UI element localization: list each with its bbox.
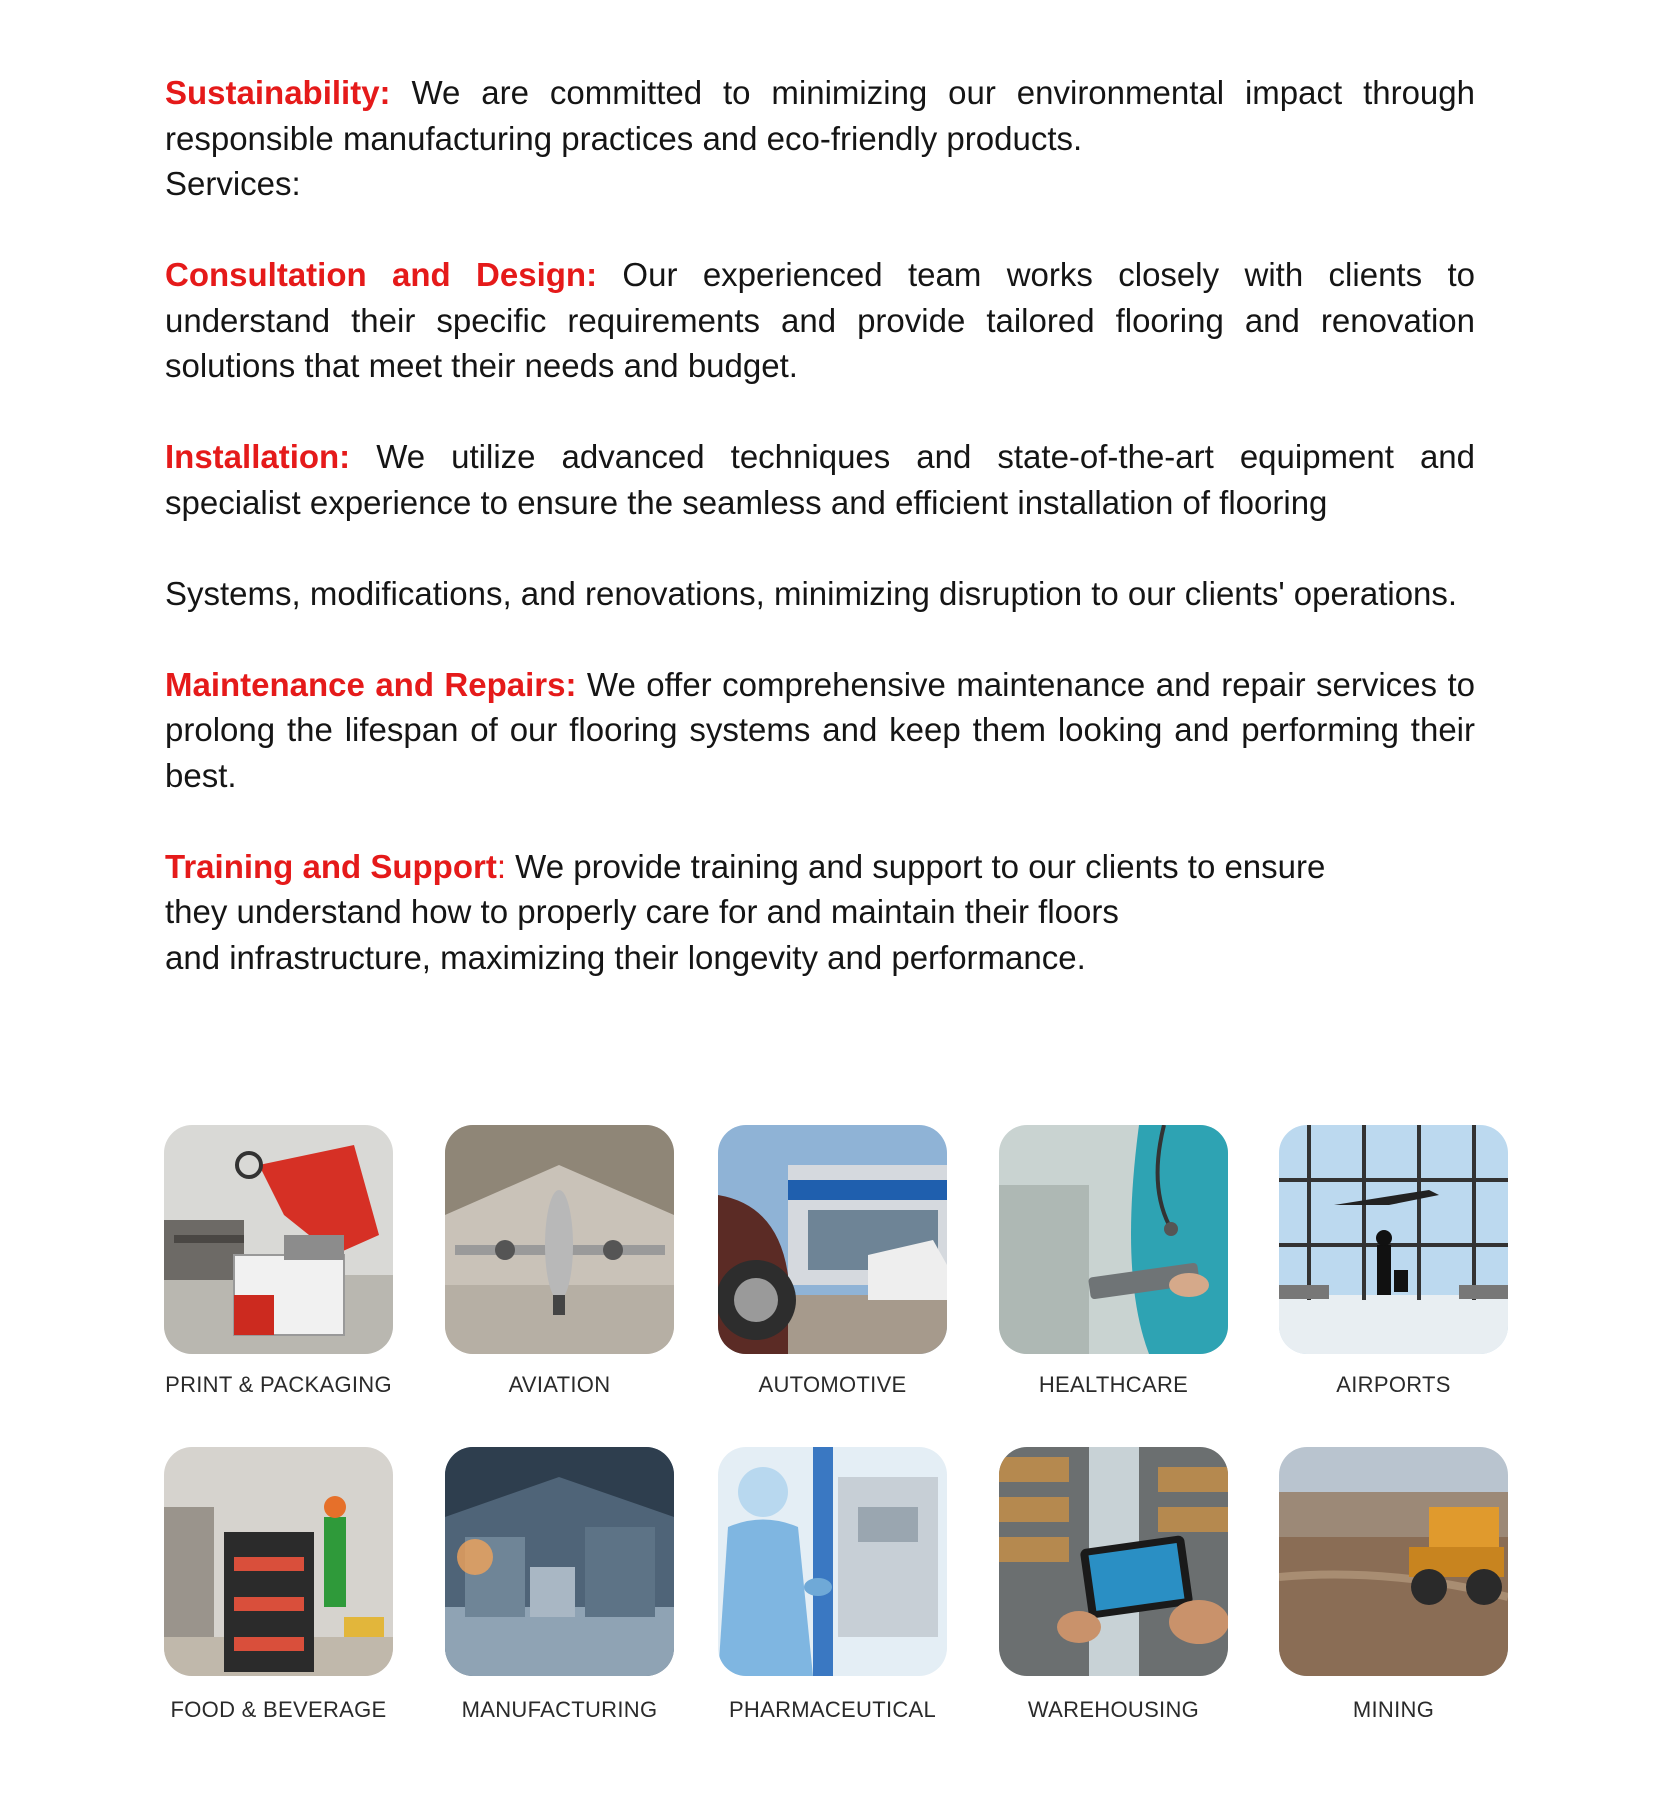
maintenance-text: We offer comprehensive maintenance and repair services to prolong the lifespan of our flooring systems and keep them looking and performing their best. xyxy=(165,665,1475,794)
food-warehouse-icon xyxy=(164,1447,393,1676)
car-dealership-icon xyxy=(718,1125,947,1354)
airport-terminal-icon xyxy=(1279,1125,1508,1354)
training-text-1: We provide training and support to our clients to ensure xyxy=(506,847,1326,885)
print-packaging-label: PRINT & PACKAGING xyxy=(165,1372,392,1397)
healthcare-image xyxy=(999,1125,1228,1354)
consultation-text: Our experienced team works closely with clients to understand their specific requirements and provide tailored flooring and renovation solutions that meet their needs and budget. xyxy=(165,256,1475,384)
airplane-hangar-icon xyxy=(445,1125,674,1354)
pharmaceutical-label: PHARMACEUTICAL xyxy=(728,1697,937,1722)
systems-paragraph: Systems, modifications, and renovations, minimizing disruption to our clients' operations. xyxy=(165,574,1458,612)
installation-paragraph xyxy=(165,434,1475,525)
maintenance-heading: Maintenance and Repairs: xyxy=(165,665,577,703)
mining-truck-icon xyxy=(1279,1447,1508,1676)
sustainability-heading: Sustainability: xyxy=(165,74,391,111)
warehousing-label: WAREHOUSING xyxy=(1027,1697,1200,1722)
aviation-image xyxy=(445,1125,674,1354)
industry-tile-healthcare xyxy=(999,1125,1228,1397)
services-label: Services: xyxy=(165,165,301,202)
services-text-block xyxy=(165,70,1475,1026)
manufacturing-image xyxy=(445,1447,674,1676)
sustainability-paragraph xyxy=(165,70,1475,161)
manufacturing-label: MANUFACTURING xyxy=(461,1697,658,1722)
mining-label: MINING xyxy=(1352,1697,1435,1722)
consultation-paragraph xyxy=(165,252,1475,389)
mining-image xyxy=(1279,1447,1508,1676)
installation-heading: Installation: xyxy=(165,438,351,475)
warehouse-tablet-icon xyxy=(999,1447,1228,1676)
training-paragraph xyxy=(165,844,1475,981)
training-colon: : xyxy=(496,847,506,885)
industry-tile-aviation xyxy=(445,1125,674,1397)
lab-worker-icon xyxy=(718,1447,947,1676)
training-line-3: and infrastructure, maximizing their longevity and performance. xyxy=(165,938,1086,976)
doctor-tablet-icon xyxy=(999,1125,1228,1354)
print-packaging-machine-icon xyxy=(164,1125,393,1354)
food-beverage-image xyxy=(164,1447,393,1676)
industry-tile-food-beverage xyxy=(164,1447,393,1722)
warehousing-image xyxy=(999,1447,1228,1676)
sustainability-text: We are committed to minimizing our environmental impact through responsible manufacturing practices and eco-friendly products. xyxy=(165,74,1475,157)
industry-tile-mining xyxy=(1279,1447,1508,1722)
industry-tile-airports xyxy=(1279,1125,1508,1397)
pharmaceutical-image xyxy=(718,1447,947,1676)
factory-floor-icon xyxy=(445,1447,674,1676)
training-line-2: they understand how to properly care for and maintain their floors xyxy=(165,893,1119,930)
industry-tile-pharmaceutical xyxy=(718,1447,947,1722)
industry-tile-print-packaging xyxy=(164,1125,393,1397)
industry-tile-warehousing xyxy=(999,1447,1228,1722)
airports-image xyxy=(1279,1125,1508,1354)
automotive-label: AUTOMOTIVE xyxy=(758,1372,907,1397)
industry-tile-manufacturing xyxy=(445,1447,674,1722)
airports-label: AIRPORTS xyxy=(1336,1372,1451,1397)
industry-tile-automotive xyxy=(718,1125,947,1397)
print-packaging-image xyxy=(164,1125,393,1354)
training-line-1 xyxy=(165,844,1475,890)
automotive-image xyxy=(718,1125,947,1354)
food-beverage-label: FOOD & BEVERAGE xyxy=(170,1697,387,1722)
aviation-label: AVIATION xyxy=(508,1372,611,1397)
installation-text: We utilize advanced techniques and state-of-the-art equipment and specialist experience to ensure the seamless and efficient installation of flooring xyxy=(165,438,1475,521)
healthcare-label: HEALTHCARE xyxy=(1038,1372,1189,1397)
maintenance-paragraph xyxy=(165,662,1475,799)
training-heading: Training and Support xyxy=(165,847,497,885)
consultation-heading: Consultation and Design: xyxy=(165,256,598,293)
